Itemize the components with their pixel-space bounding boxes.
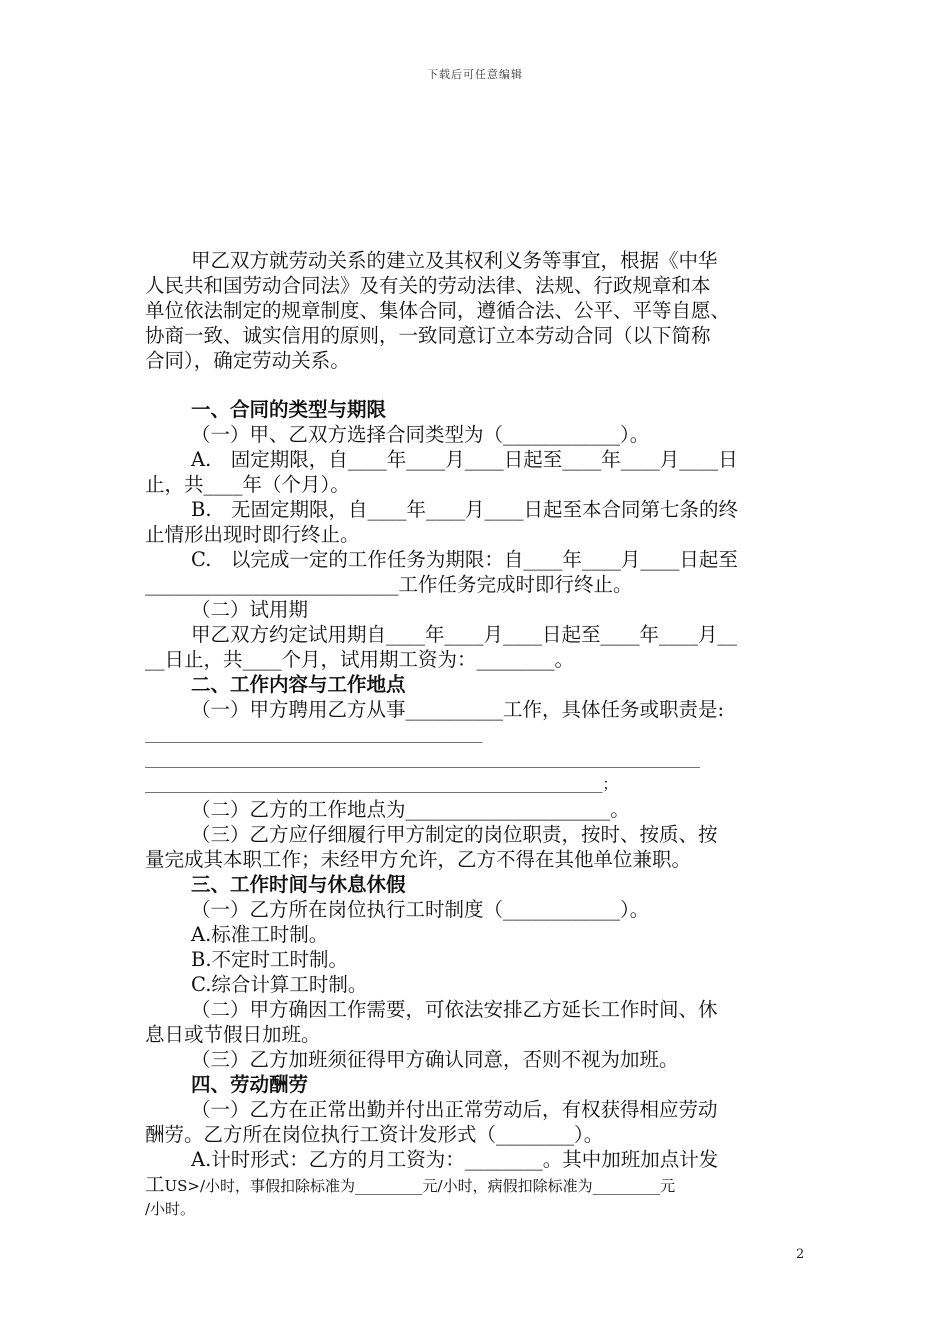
text-line [145,1097,810,1122]
section-heading [145,1072,810,1097]
text-line [145,547,810,572]
text-line [145,472,810,497]
page-number: 2 [796,1247,805,1262]
text-line [145,348,810,373]
line-text: 量完成其本职工作；未经甲方允许，乙方不得在其他单位兼职。 [145,848,692,871]
text-line [145,572,810,597]
blank-line [145,373,810,397]
text-line [145,522,810,547]
line-text: 息日或节假日加班。 [145,1023,321,1046]
text-line [145,1022,810,1047]
text-line [145,1047,810,1072]
line-text: （二）乙方的工作地点为_____________________。 [191,798,630,821]
line-text: 一、合同的类型与期限 [191,398,387,421]
line-text: 协商一致、诚实信用的原则，一致同意订立本劳动合同（以下简称 [145,324,711,347]
line-text: /小时。 [145,1200,196,1218]
line-text: B.不定时工时制。 [191,948,349,971]
text-line [145,747,810,772]
line-text: 合同），确定劳动关系。 [145,349,350,372]
text-line [145,422,810,447]
line-text: __________________________________________________________________________ [145,750,700,768]
line-text: （二）试用期 [191,598,309,621]
line-text: B. 无固定期限，自____年____月____日起至本合同第七条的终 [191,498,739,521]
line-text: C.综合计算工时制。 [191,973,368,996]
text-line [145,897,810,922]
line-text: A.计时形式：乙方的月工资为：________。其中加班加点计发 [191,1148,719,1171]
line-text: A. 固定期限，自____年____月____日起至____年____月____日 [191,448,738,471]
text-line [145,722,810,747]
text-line [145,772,810,797]
section-heading [145,672,810,697]
line-text: 工 [145,1173,165,1196]
text-line [145,298,810,323]
line-text: 止，共____年（个月）。 [145,473,350,496]
line-text: __________________________工作任务完成时即行终止。 [145,573,633,596]
text-line [145,447,810,472]
line-text: （一）甲方聘用乙方从事__________工作，具体任务或职责是: [191,698,725,721]
section-heading [145,397,810,422]
text-line [145,1172,810,1197]
page-header: 下载后可任意编辑 [427,68,523,81]
text-line [145,697,810,722]
line-text: 人民共和国劳动合同法》及有关的劳动法律、法规、行政规章和本 [145,274,711,297]
text-line [145,972,810,997]
document-body [145,248,810,1222]
line-text: 单位依法制定的规章制度、集体合同，遵循合法、公平、平等自愿、 [145,299,731,322]
text-line [145,248,810,273]
line-text: C. 以完成一定的工作任务为期限：自____年____月____日起至 [191,548,738,571]
section-heading [145,872,810,897]
line-text: （一）乙方在正常出勤并付出正常劳动后，有权获得相应劳动 [191,1098,718,1121]
text-line [145,273,810,298]
line-text: 甲乙双方约定试用期自____年____月____日起至____年____月__ [191,623,738,646]
line-text: 二、工作内容与工作地点 [191,673,406,696]
line-text: （三）乙方加班须征得甲方确认同意，否则不视为加班。 [191,1048,679,1071]
text-line [145,622,810,647]
text-line [145,597,810,622]
line-text-small: US>/小时，事假扣除标准为_________元/小时，病假扣除标准为_________元 [164,1177,676,1195]
line-text: （一）甲、乙双方选择合同类型为（____________）。 [191,423,650,446]
line-text: A.标准工时制。 [191,923,329,946]
text-line [145,647,810,672]
text-line [145,1122,810,1147]
line-text: 四、劳动酬劳 [191,1073,309,1096]
text-line [145,847,810,872]
text-line [145,497,810,522]
line-text: 甲乙双方就劳动关系的建立及其权利义务等事宜，根据《中华 [191,249,718,272]
line-text: 止情形出现时即行终止。 [145,523,360,546]
line-text: _____________________________________________________________； [145,775,618,793]
line-text: 酬劳。乙方所在岗位执行工资计发形式（________）。 [145,1123,604,1146]
line-text: 三、工作时间与休息休假 [191,873,406,896]
text-line [145,323,810,348]
line-text: __日止，共____个月，试用期工资为：________。 [145,648,575,671]
text-line [145,922,810,947]
text-line [145,1197,810,1222]
line-text: （一）乙方所在岗位执行工时制度（____________）。 [191,898,650,921]
text-line [145,997,810,1022]
line-text: _____________________________________________ [145,725,483,743]
text-line [145,947,810,972]
text-line [145,1147,810,1172]
text-line [145,822,810,847]
line-text: （二）甲方确因工作需要，可依法安排乙方延长工作时间、休 [191,998,718,1021]
line-text: （三）乙方应仔细履行甲方制定的岗位职责，按时、按质、按 [191,823,718,846]
text-line [145,797,810,822]
